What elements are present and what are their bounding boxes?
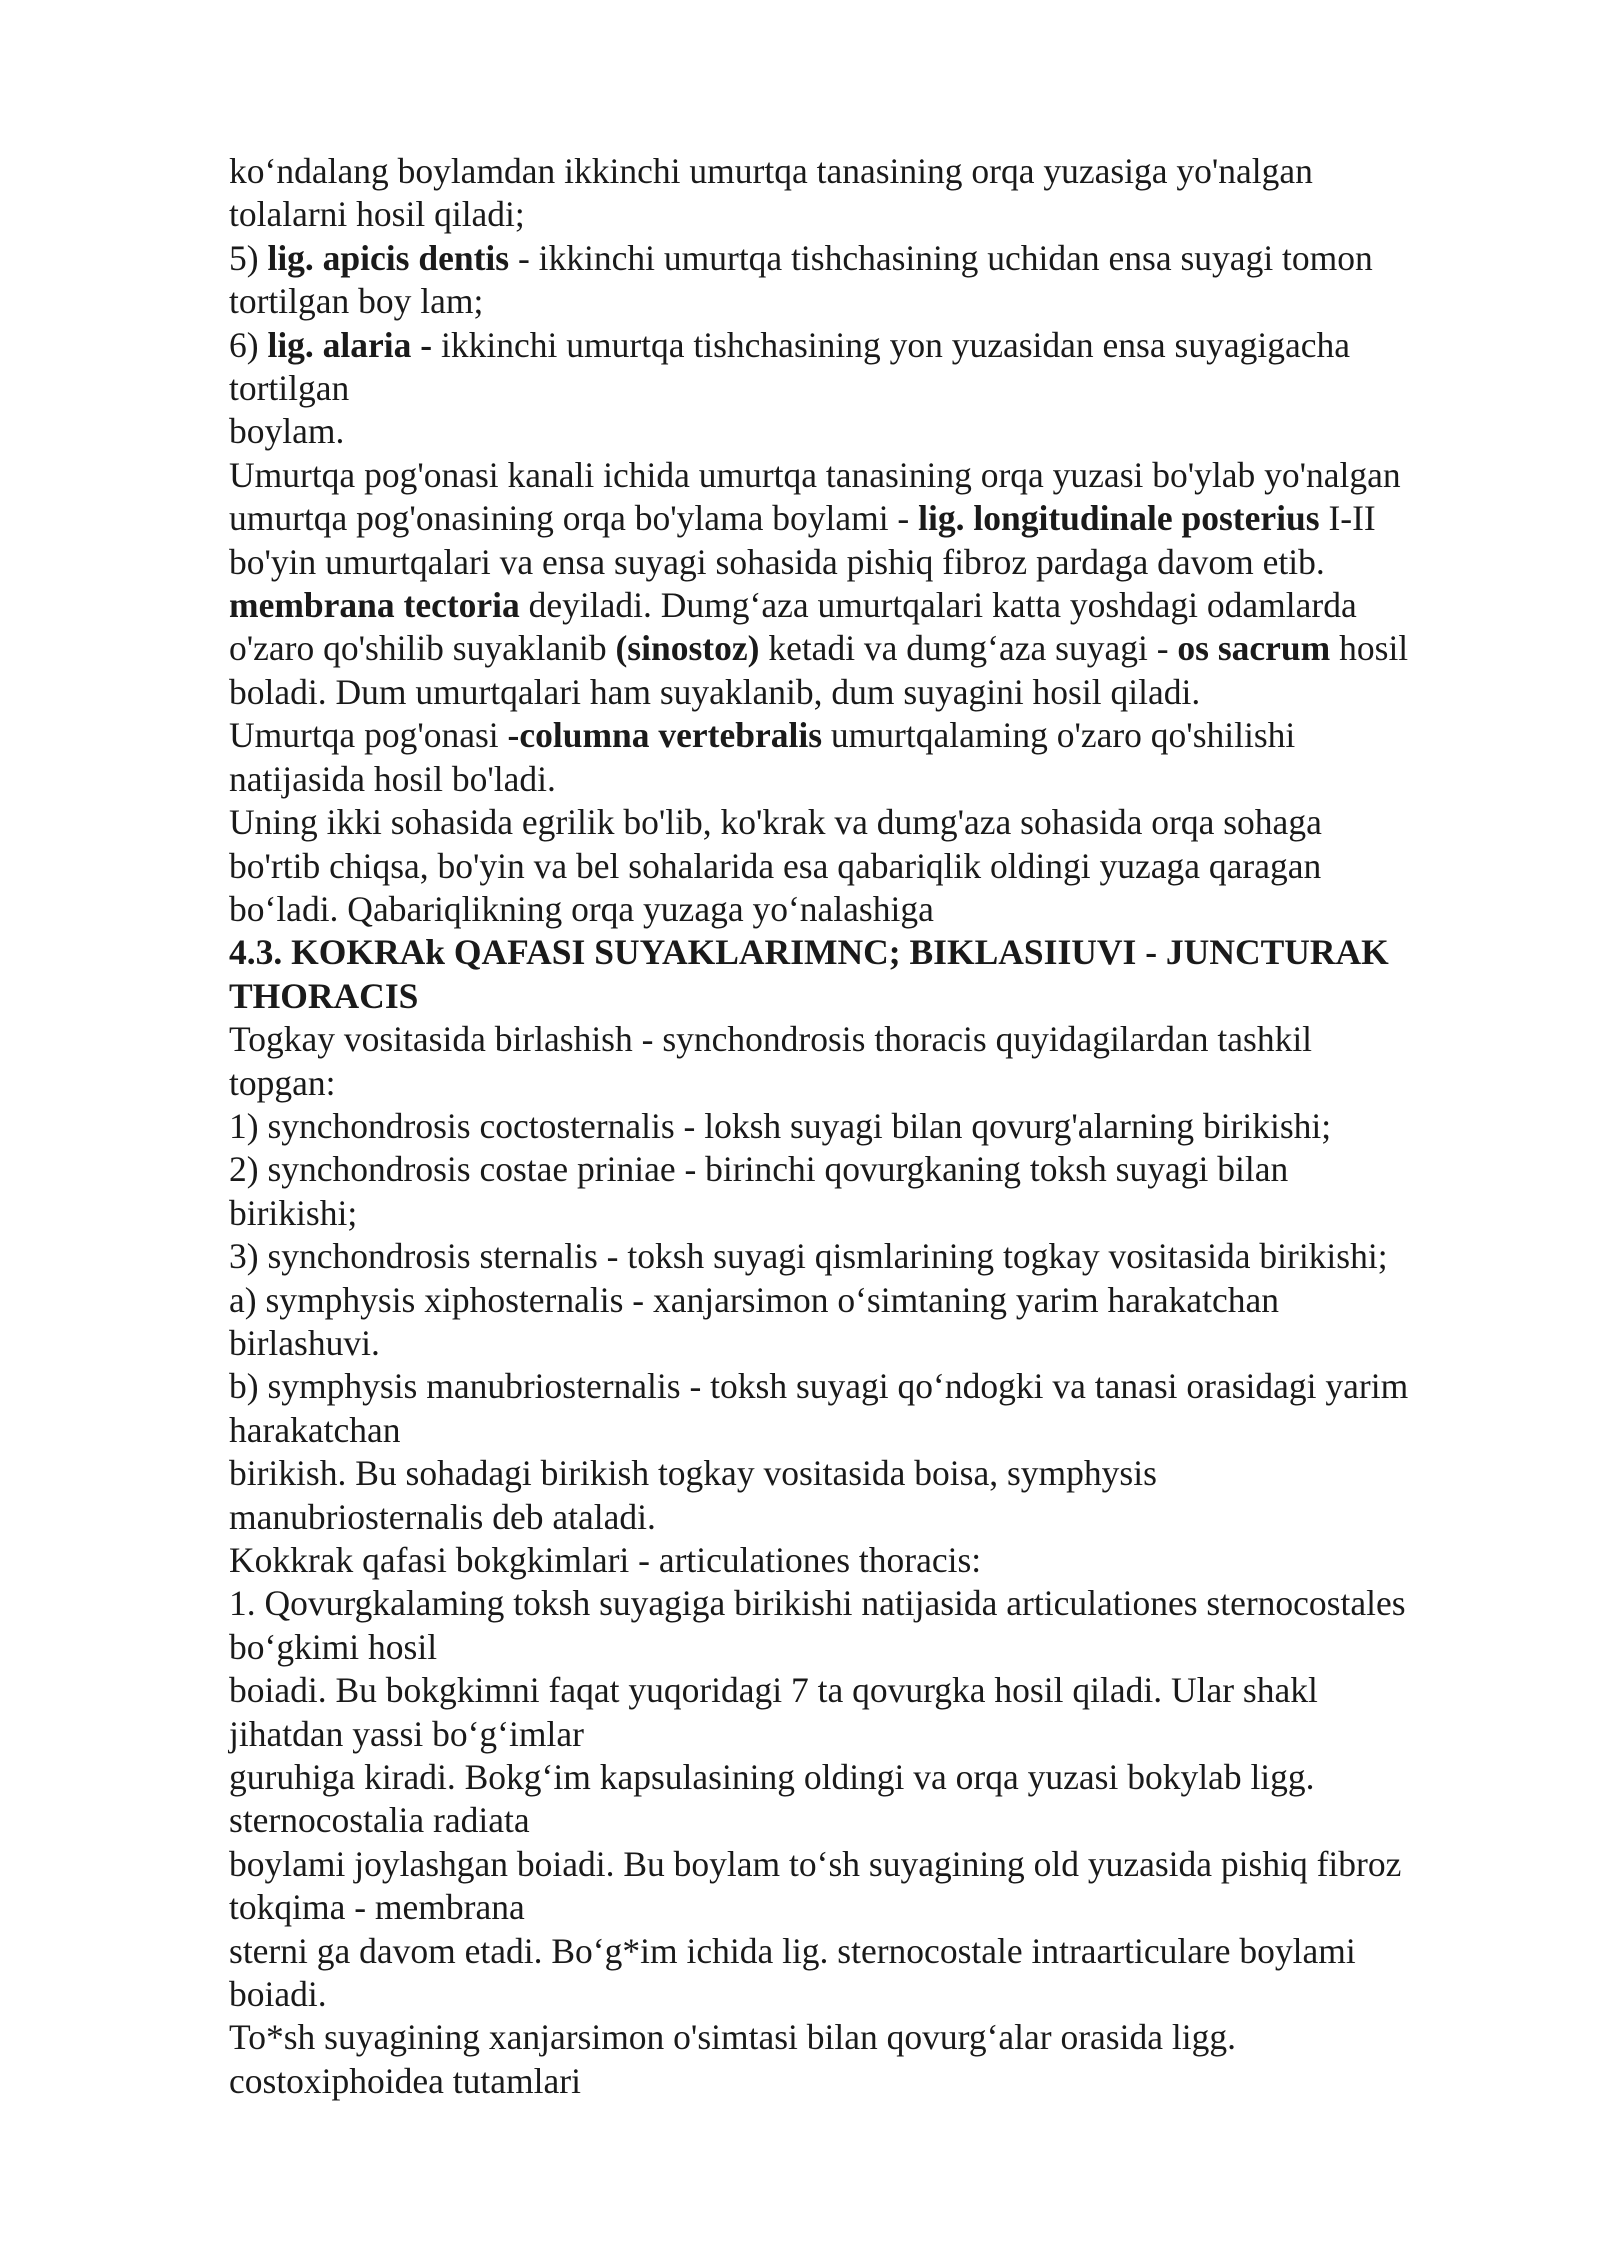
text-segment: tokqima - membrana [229,1887,525,1928]
document-body [229,150,1529,2103]
text-segment: bo‘ladi. Qabariqlikning orqa yuzaga yo‘nalashiga [229,888,934,929]
text-line [229,280,1529,323]
text-segment: Umurtqa pog'onasi kanali ichida umurtqa tanasining orqa yuzasi bo'ylab yo'nalgan [229,454,1401,495]
text-line [229,758,1529,801]
text-segment: 1) synchondrosis coctosternalis - loksh suyagi bilan qovurg'alarning birikishi; [229,1105,1332,1146]
text-segment: costoxiphoidea tutamlari [229,2060,581,2101]
text-line [229,410,1529,453]
text-segment: ketadi va dumg‘aza suyagi - [759,628,1178,669]
text-segment: umurtqalaming o'zaro qo'shilishi [822,715,1296,756]
text-segment: 2) synchondrosis costae priniae - birinchi qovurgkaning toksh suyagi bilan [229,1149,1289,1190]
bold-term: membrana tectoria [229,585,520,626]
text-segment: deyiladi. Dumg‘aza umurtqalari katta yoshdagi odamlarda [519,585,1357,626]
text-segment: Umurtqa pog'onasi [229,715,508,756]
text-segment: boladi. Dum umurtqalari ham suyaklanib, dum suyagini hosil qiladi. [229,671,1201,712]
text-segment: 4.3. KOKRAk QAFASI SUYAKLARIMNC; BIKLASIIUVI - JUNCTURAK [229,932,1389,973]
text-line [229,1713,1529,1756]
text-segment: Kokkrak qafasi bokgkimlari - articulationes thoracis: [229,1540,982,1580]
text-line [229,1105,1529,1148]
text-segment: guruhiga kiradi. Bokg‘im kapsulasining oldingi va orqa yuzasi bokylab ligg. [229,1757,1315,1798]
text-segment: umurtqa pog'onasining orqa bo'ylama boylami - [229,498,919,539]
text-line [229,1930,1529,1973]
text-line [229,714,1529,757]
text-line [229,1582,1529,1625]
text-segment: natijasida hosil bo'ladi. [229,758,556,799]
text-line [229,1496,1529,1539]
text-segment: sterni ga davom etadi. Bo‘g*im ichida lig. sternocostale intraarticulare boylami [229,1930,1356,1971]
bold-term: os sacrum [1177,628,1331,669]
text-line [229,584,1529,627]
text-segment: Uning ikki sohasida egrilik bo'lib, ko'krak va dumg'aza sohasida orqa sohaga [229,802,1322,843]
text-segment: topgan: [229,1062,336,1103]
text-segment: birikish. Bu sohadagi birikish togkay vositasida boisa, symphysis [229,1453,1157,1494]
text-line [229,2060,1529,2103]
text-segment: b) symphysis manubriosternalis - toksh suyagi qo‘ndogki va tanasi orasidagi yarim [229,1366,1409,1407]
text-line [229,1452,1529,1495]
text-line [229,1365,1529,1408]
text-line [229,1669,1529,1712]
text-segment: boiadi. Bu bokgkimni faqat yuqoridagi 7 ta qovurgka hosil qiladi. Ular shakl [229,1670,1318,1711]
text-line [229,1843,1529,1886]
text-line [229,150,1529,193]
text-segment: To*sh suyagining xanjarsimon o'simtasi bilan qovurg‘alar orasida ligg. [229,2017,1236,2058]
text-segment: 3) synchondrosis sternalis - toksh suyagi qismlarining togkay vositasida birikishi; [229,1236,1388,1277]
text-segment: bo‘gkimi hosil [229,1626,438,1667]
text-line [229,367,1529,410]
section-heading-line [229,975,1529,1018]
text-line [229,1973,1529,2016]
text-line [229,1539,1529,1582]
text-segment: tortilgan [229,368,350,409]
text-line [229,497,1529,540]
text-segment: birlashuvi. [229,1322,380,1363]
text-line [229,324,1529,367]
text-segment: birikishi; [229,1192,358,1233]
text-line [229,671,1529,714]
text-segment: tortilgan boy lam; [229,281,484,322]
text-segment: ikkinchi umurtqa tishchasining yon yuzasidan ensa suyagigacha [432,324,1350,365]
text-line [229,237,1529,280]
text-segment: Togkay vositasida birlashish - synchondrosis thoracis quyidagilardan tashkil [229,1019,1313,1060]
text-line [229,1018,1529,1061]
text-line [229,193,1529,236]
text-line [229,1756,1529,1799]
text-segment: a) symphysis xiphosternalis - xanjarsimon o‘simtaning yarim harakatchan [229,1279,1279,1320]
text-segment: 1. Qovurgkalaming toksh suyagiga birikishi natijasida articulationes sternocostales [229,1583,1406,1624]
section-heading-line [229,931,1529,974]
text-segment: 6) [229,324,268,365]
text-line [229,627,1529,670]
bold-term: -columna vertebralis [507,715,823,756]
bold-term: lig. apicis dentis [267,237,510,278]
text-segment: 5) [229,237,268,278]
text-segment: hosil [1330,628,1409,669]
text-segment: boylami joylashgan boiadi. Bu boylam to‘sh suyagining old yuzasida pishiq fibroz [229,1843,1402,1884]
text-line [229,1322,1529,1365]
text-line [229,1148,1529,1191]
text-line [229,1235,1529,1278]
text-segment: boylam. [229,411,345,452]
text-segment: bo'rtib chiqsa, bo'yin va bel sohalarida esa qabariqlik oldingi yuzaga qaragan [229,845,1322,886]
text-line [229,888,1529,931]
bold-term: (sinostoz) [615,628,760,669]
text-segment: harakatchan [229,1409,401,1450]
text-line [229,1062,1529,1105]
bold-term: lig. alaria - [267,324,433,365]
text-line [229,845,1529,888]
text-line [229,801,1529,844]
text-line [229,1279,1529,1322]
text-line [229,1799,1529,1842]
text-segment: - ikkinchi umurtqa tishchasining uchidan ensa suyagi tomon [509,237,1373,278]
text-line [229,454,1529,497]
text-line [229,1886,1529,1929]
text-segment: bo'yin umurtqalari va ensa suyagi sohasida pishiq fibroz pardaga davom etib. [229,541,1325,582]
text-segment: sternocostalia radiata [229,1800,530,1841]
text-segment: o'zaro qo'shilib suyaklanib [229,628,616,669]
text-segment: manubriosternalis deb ataladi. [229,1496,656,1537]
text-line [229,1409,1529,1452]
text-segment: jihatdan yassi bo‘g‘imlar [229,1713,584,1754]
text-segment: boiadi. [229,1974,327,2015]
text-segment: ko‘ndalang boylamdan ikkinchi umurtqa tanasining orqa yuzasiga yo'nalgan [229,151,1313,191]
bold-term: lig. longitudinale posterius [918,498,1320,539]
text-segment: tolalarni hosil qiladi; [229,194,525,235]
text-line [229,2016,1529,2059]
text-line [229,541,1529,584]
text-segment: THORACIS [229,975,419,1016]
text-line [229,1626,1529,1669]
text-line [229,1192,1529,1235]
text-segment: I-II [1319,498,1376,539]
